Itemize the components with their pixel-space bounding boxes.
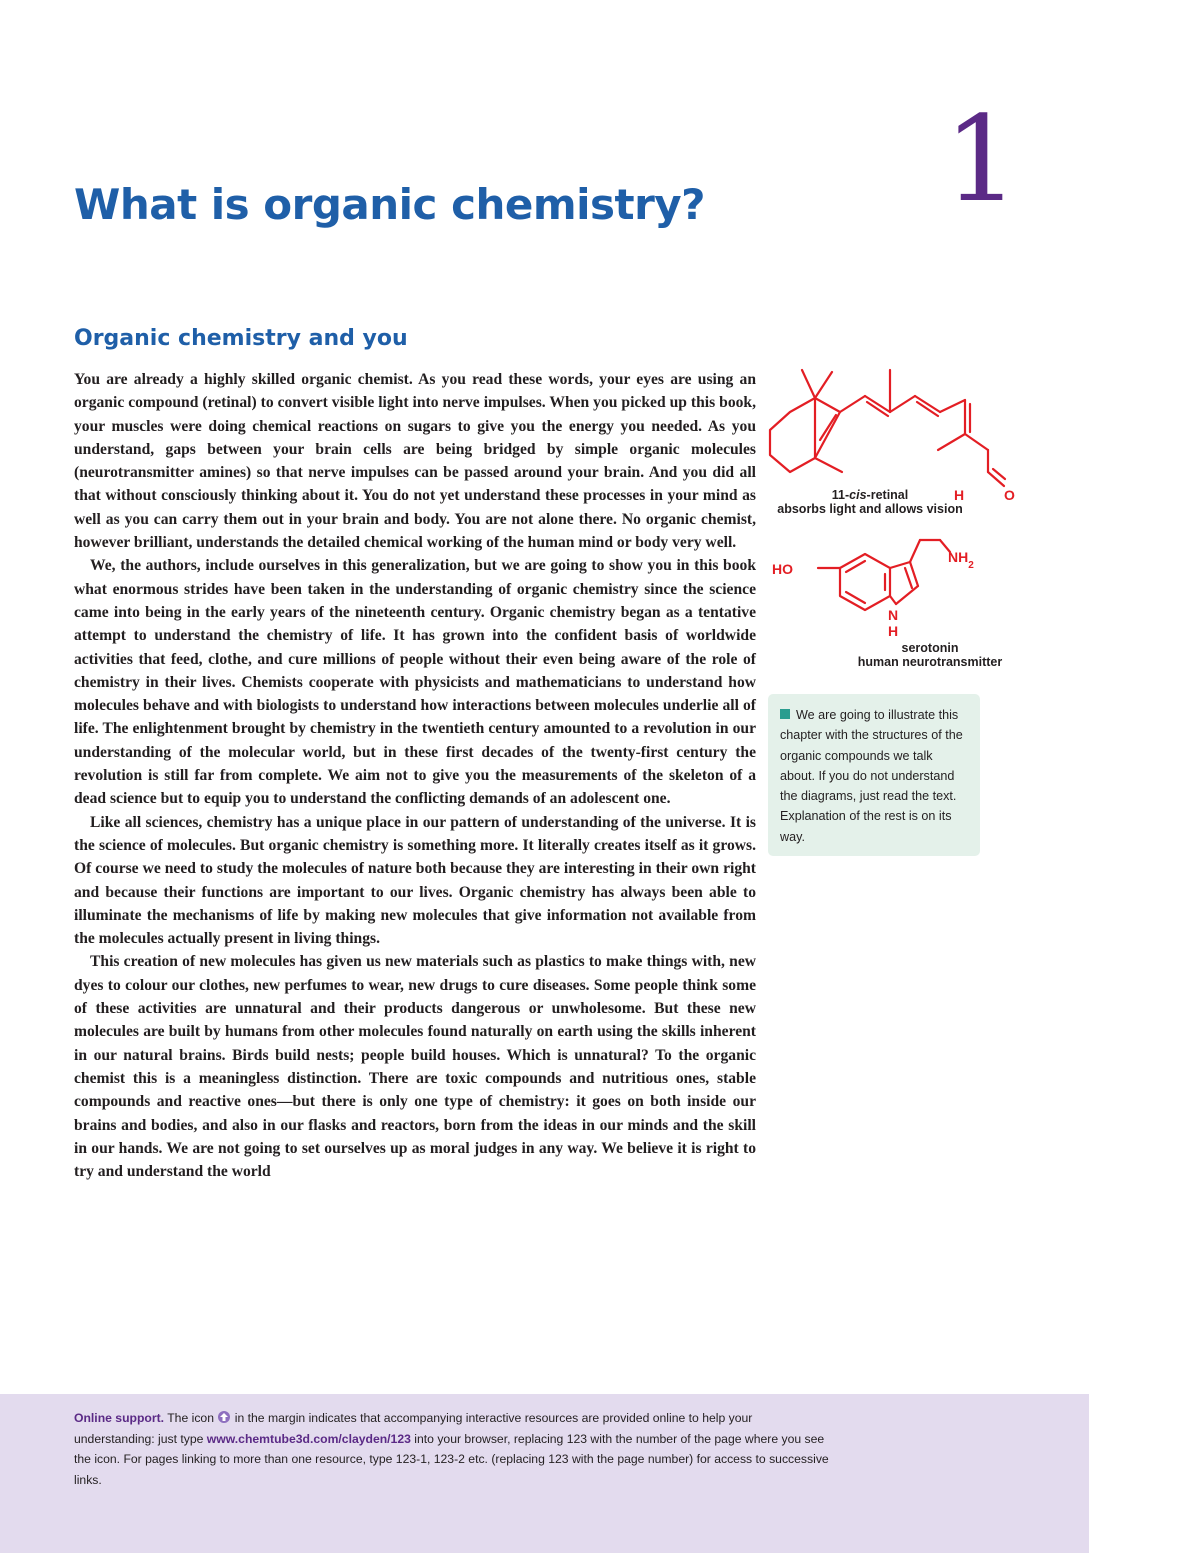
retinal-name-suffix: -retinal: [866, 488, 909, 502]
margin-note: [768, 694, 980, 856]
body-paragraph: Like all sciences, chemistry has a unique place in our pattern of understanding of the universe. It is the science of molecules. But organic chemistry is something more. It literally creates itself as it grows. Of course we need to study the molecules of nature both because they are interesting in their own right and because their functions are important to our lives. Organic chemistry has always been able to illuminate the mechanisms of life by making new molecules that give information not available from the molecules actually present in living things.: [74, 813, 756, 948]
online-support-url[interactable]: www.chemtube3d.com/clayden/123: [206, 1431, 411, 1446]
online-support-box: [0, 1394, 1089, 1553]
online-resource-icon: [217, 1410, 231, 1424]
serotonin-caption: human neurotransmitter: [857, 655, 1003, 669]
retinal-label: [770, 488, 970, 516]
retinal-caption: absorbs light and allows vision: [777, 502, 963, 516]
chapter-title: What is organic chemistry?: [74, 180, 706, 229]
retinal-h-atom: H: [954, 487, 965, 503]
retinal-name-italic: cis: [849, 488, 867, 502]
body-paragraph: You are already a highly skilled organic chemist. As you read these words, your eyes are using an organic compound (retinal) to convert visible light into nerve impulses. When you picked up this book, your muscles were doing chemical reactions on sugars to give you the energy you needed. As you understand, gaps between your brain cells are being bridged by simple organic molecules (neurotransmitter amines) so that nerve impulses can be passed around your brain. And you did all that without consciously thinking about it. You do not yet understand these processes in your mind as well as you can carry them out in your brain and body. You are not alone there. No organic chemist, however brilliant, understands the detailed chemical working of the human mind or body very well.: [74, 371, 756, 552]
body-paragraph: This creation of new molecules has given us new materials such as plastics to make things with, new dyes to colour our clothes, new perfumes to wear, new drugs to cure diseases. Some people think some of these activities are unnatural and their products dangerous or unwholesome. But these new molecules are built by humans from other molecules found naturally on earth using the skills inherent in our natural brains. Birds build nests; people build houses. Which is unnatural? To the organic chemist this is a meaningless distinction. There are toxic compounds and nutritious ones, stable compounds and reactive ones—but there is only one type of chemistry: it goes on both inside our brains and bodies, and also in our flasks and reactors, born from the ideas in our minds and the skill in our hands. We are not going to set ourselves up as moral judges in any way. We believe it is right to try and understand the world: [74, 953, 756, 1181]
retinal-o-atom: O: [1004, 487, 1015, 503]
body-paragraph: We, the authors, include ourselves in this generalization, but we are going to show you in this book what enormous strides have been taken in the understanding of organic chemistry since the science came into being in the early years of the nineteenth century. Organic chemistry began as a tentative attempt to understand the chemistry of life. It has grown into the confident basis of worldwide activities that feed, clothe, and cure millions of people without their even being aware of the role of chemistry in their lives. Chemists cooperate with physicists and mathematicians to understand how molecules behave and with biologists to understand how interactions between molecules underlie all of life. The enlightenment brought by chemistry in the twentieth century amounted to a revolution in our understanding of the molecular world, but in these first decades of the twenty-first century the revolution is still far from complete. We aim not to give you the measurements of the skeleton of a dead science but to equip you to understand the conflicting demands of an adolescent one.: [74, 557, 756, 808]
online-support-text-3: into your browser, replacing 123 with the number of the page where you see the icon. For pages linking to more than one resource, type 123-1, 123-2 etc. (replacing 123 with the page number) for access to successive links.: [74, 1431, 829, 1487]
serotonin-structure: [770, 530, 990, 650]
section-heading: Organic chemistry and you: [74, 326, 408, 351]
chapter-number: 1: [944, 90, 1020, 228]
serotonin-nh-text: NH: [948, 549, 969, 565]
body-text: [74, 368, 756, 1183]
serotonin-nh2-subscript: 2: [968, 559, 974, 571]
retinal-name-prefix: 11-: [831, 488, 850, 502]
serotonin-n-atom: N: [888, 607, 899, 623]
note-square-icon: [780, 709, 790, 719]
serotonin-nh2-atom: [948, 549, 974, 571]
online-support-text-1: The icon: [164, 1411, 218, 1425]
serotonin-h-atom: H: [888, 623, 899, 639]
online-support-label: Online support.: [74, 1411, 165, 1425]
margin-note-text: We are going to illustrate this chapter with the structures of the organic compounds we talk about. If you do not understand the diagrams, just read the text. Explanation of the rest is on its way.: [780, 708, 963, 844]
serotonin-name: serotonin: [901, 641, 959, 655]
online-support-text-2: in the margin indicates that accompanying interactive resources are provided online to help your understanding: just type: [74, 1411, 753, 1446]
serotonin-label: [830, 641, 1030, 669]
serotonin-ho-atom: HO: [772, 561, 793, 577]
